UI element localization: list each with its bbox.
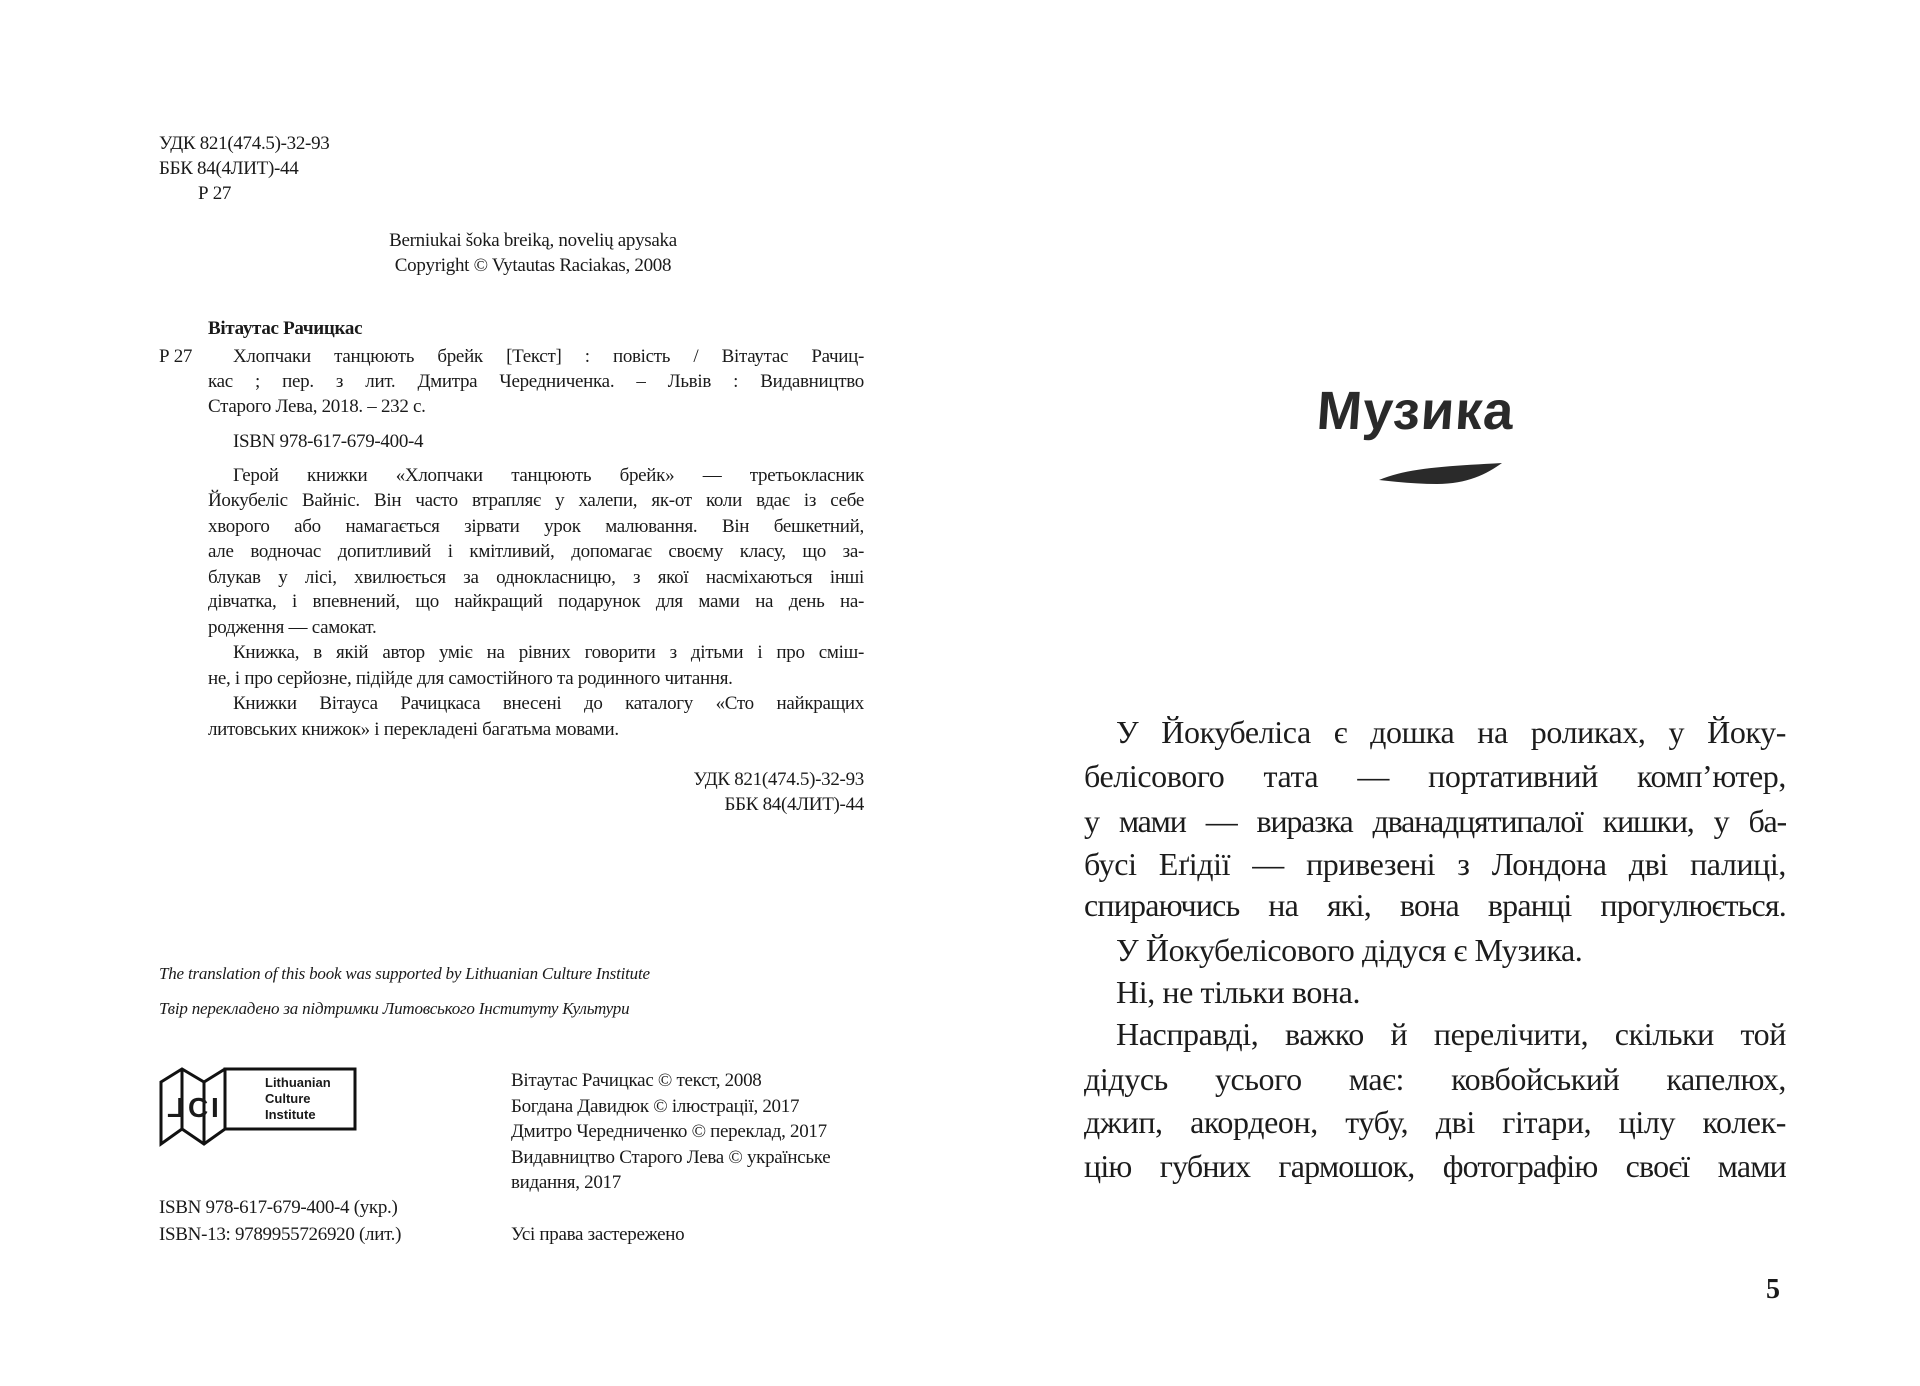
catalog-mark: Р 27 <box>159 346 193 367</box>
abstract-line: хворого або намагається зірвати урок малювання. Він бешкетний, <box>208 516 864 537</box>
support-note-en: The translation of this book was supported by Lithuanian Culture Institute <box>159 964 650 983</box>
body-line: Ні, не тільки вона. <box>1116 974 1361 1010</box>
brush-stroke-icon <box>1377 460 1507 490</box>
abstract-line: блукав у лісі, хвилюється за однокласницю, з якої насміхаються інші <box>208 567 864 588</box>
original-copyright: Copyright © Vytautas Raciakas, 2008 <box>394 255 672 276</box>
footer-udk: УДК 821(474.5)-32-93 <box>693 769 864 790</box>
abstract-line: Герой книжки «Хлопчаки танцюють брейк» — третьокласник <box>233 465 864 486</box>
abstract-line: але водночас допитливий і кмітливий, допомагає своєму класу, що за- <box>208 541 864 562</box>
credit-line: Видавництво Старого Лева © українське <box>511 1147 831 1168</box>
body-line: белісового тата — портативний комп’ютер, <box>1084 758 1786 794</box>
logo-letter: I <box>211 1092 219 1123</box>
body-line: спираючись на які, вона вранці прогулюється. <box>1084 887 1786 923</box>
rights-reserved: Усі права застережено <box>511 1224 685 1245</box>
author-mark: Р 27 <box>198 183 232 204</box>
isbn-ukr: ISBN 978-617-679-400-4 (укр.) <box>159 1197 398 1218</box>
bbk-code: ББК 84(4ЛИТ)-44 <box>159 158 299 179</box>
credit-line: видання, 2017 <box>511 1172 621 1193</box>
original-title: Berniukai šoka breiką, novelių apysaka <box>389 230 677 251</box>
body-line: бусі Еґідії — привезені з Лондона дві палиці, <box>1084 846 1786 882</box>
isbn-lit: ISBN-13: 9789955726920 (лит.) <box>159 1224 402 1245</box>
logo-text: Institute <box>265 1107 316 1122</box>
footer-bbk: ББК 84(4ЛИТ)-44 <box>724 794 864 815</box>
abstract-line: дівчатка, і впевнений, що найкращий подарунок для мами на день на- <box>208 591 864 612</box>
abstract-line: Книжки Вітауса Рачицкаса внесені до каталогу «Сто найкращих <box>233 693 864 714</box>
lci-logo <box>159 1067 359 1155</box>
credit-line: Дмитро Чередниченко © переклад, 2017 <box>511 1121 827 1142</box>
abstract-line: Книжка, в якій автор уміє на рівних говорити з дітьми і про сміш- <box>233 642 864 663</box>
body-line: у мами — виразка дванадцятипалої кишки, у ба- <box>1084 803 1786 839</box>
body-line: дідусь усього має: ковбойський капелюх, <box>1084 1061 1786 1097</box>
chapter-title <box>1314 380 1557 490</box>
body-line: Насправді, важко й перелічити, скільки той <box>1116 1016 1786 1052</box>
author-name: Вітаутас Рачицкас <box>208 318 363 339</box>
logo-letter: L <box>167 1092 185 1123</box>
page-number: 5 <box>1766 1274 1780 1305</box>
bib-line: Старого Лева, 2018. – 232 с. <box>208 396 426 417</box>
body-line: У Йокубелісового дідуся є Музика. <box>1116 932 1583 968</box>
body-line: У Йокубеліса є дошка на роликах, у Йоку- <box>1116 714 1786 750</box>
credit-line: Вітаутас Рачицкас © текст, 2008 <box>511 1070 762 1091</box>
isbn: ISBN 978-617-679-400-4 <box>233 431 424 452</box>
logo-text: Lithuanian <box>265 1075 331 1090</box>
abstract-line: родження — самокат. <box>208 617 377 638</box>
abstract-line: не, і про серйозне, підійде для самостійного та родинного читання. <box>208 668 733 689</box>
abstract-line: Йокубеліс Вайніс. Він часто втрапляє у халепи, як-от коли вдає із себе <box>208 490 864 511</box>
bib-line: кас ; пер. з лит. Дмитра Чередниченка. – Львів : Видавництво <box>208 371 864 392</box>
bib-line: Хлопчаки танцюють брейк [Текст] : повість / Вітаутас Рачиц- <box>233 346 864 367</box>
logo-letter: C <box>188 1092 209 1123</box>
support-note-uk: Твір перекладено за підтримки Литовського Інституту Культури <box>159 999 630 1018</box>
body-line: джип, акордеон, тубу, дві гітари, цілу колек- <box>1084 1104 1786 1140</box>
credit-line: Богдана Давидюк © ілюстрації, 2017 <box>511 1096 800 1117</box>
abstract-line: литовських книжок» і перекладені багатьма мовами. <box>208 719 619 740</box>
udk-code: УДК 821(474.5)-32-93 <box>159 133 330 154</box>
logo-text: Culture <box>265 1091 311 1106</box>
body-line: цію губних гармошок, фотографію своєї мами <box>1084 1148 1786 1184</box>
chapter-title-text: Музика <box>1314 381 1517 441</box>
